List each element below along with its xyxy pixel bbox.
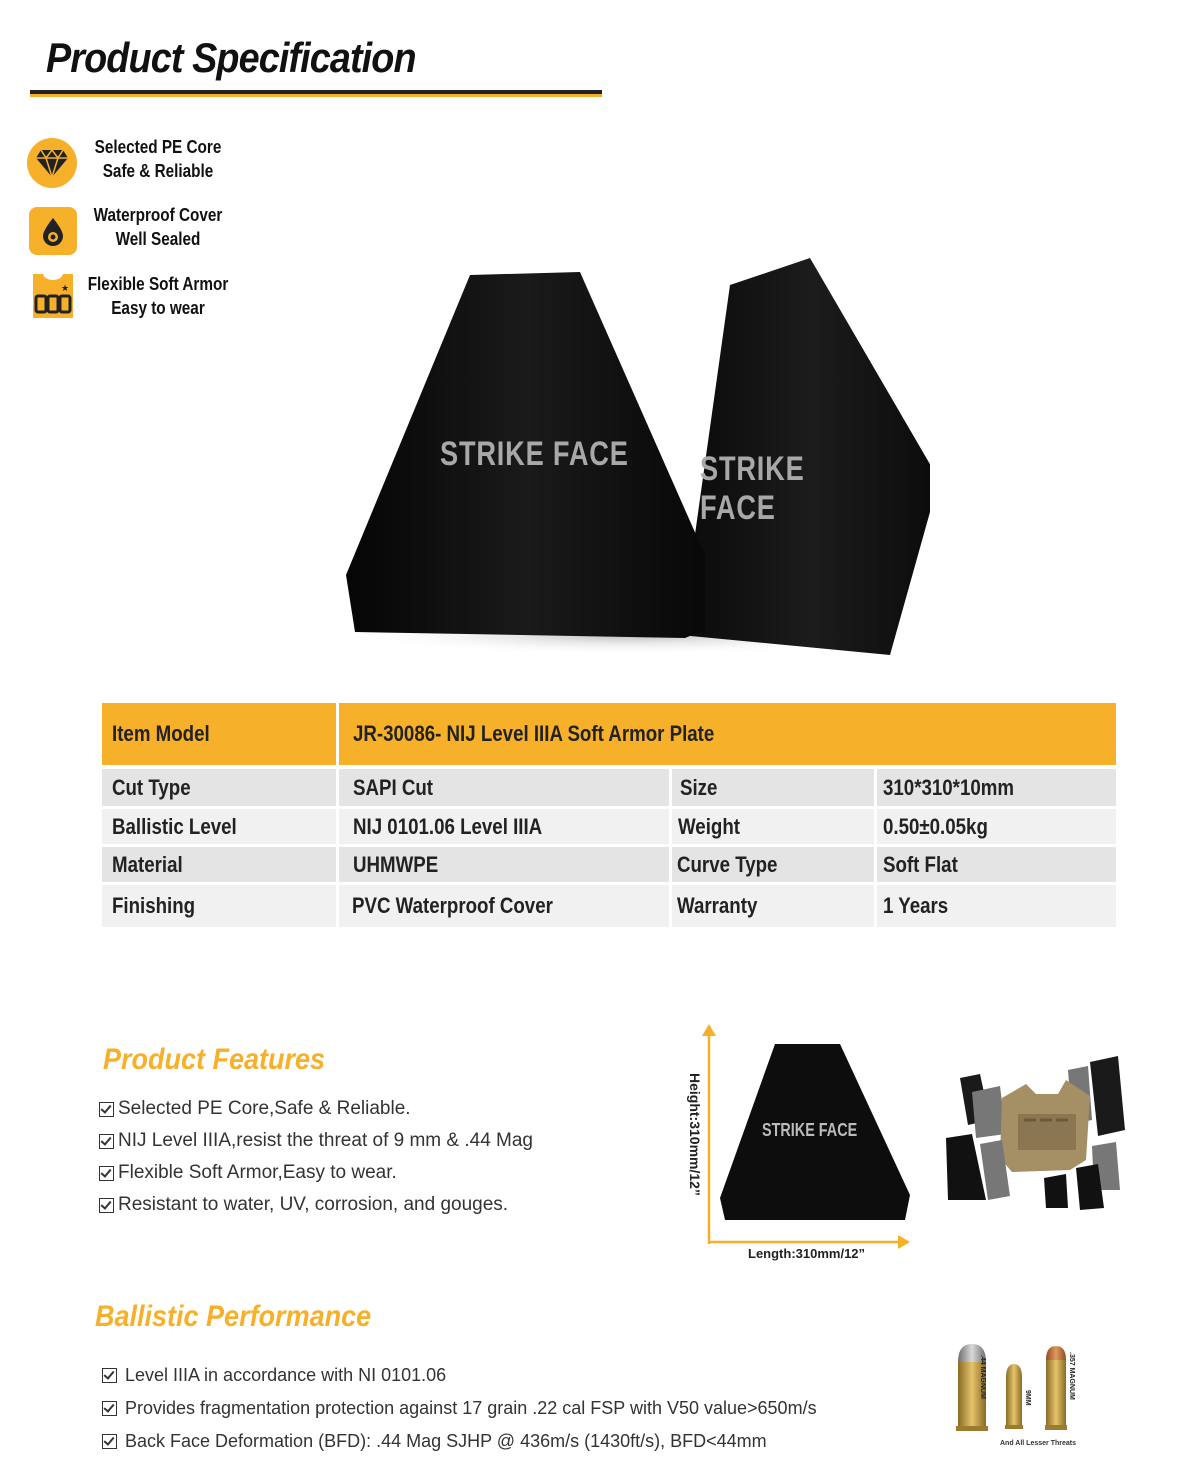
performance-list [102,1359,817,1458]
list-item: NIJ Level IIIA,resist the threat of 9 mm & .44 Mag [99,1125,533,1157]
diagram-plate-label: STRIKE FACE [762,1120,858,1140]
features-list [99,1093,533,1221]
list-item: Selected PE Core,Safe & Reliable. [99,1093,533,1125]
table-cell: Curve Type [672,847,877,882]
ammo-label-357: .357 MAGNUM [1068,1352,1075,1400]
table-cell: Ballistic Level [102,809,339,844]
list-item: Resistant to water, UV, corrosion, and gouges. [99,1189,533,1221]
svg-text:★: ★ [61,284,70,294]
table-cell: Material [102,847,339,882]
product-image [330,250,930,670]
table-cell: 0.50±0.05kg [877,809,1116,844]
table-cell: UHMWPE [339,847,672,882]
highlight-line1: Waterproof Cover [93,205,223,225]
table-cell: 310*310*10mm [877,769,1116,806]
checkbox-icon [99,1134,114,1149]
table-cell: 1 Years [877,885,1116,927]
table-row [102,769,1116,806]
checkbox-icon [99,1102,114,1117]
list-item: Back Face Deformation (BFD): .44 Mag SJHP @ 436m/s (1430ft/s), BFD<44mm [102,1425,817,1458]
table-row [102,882,1116,927]
table-header-row [102,703,1116,769]
title-underline-accent [30,94,602,97]
list-item: Level IIIA in accordance with NI 0101.06 [102,1359,817,1392]
item-model-value: JR-30086- NIJ Level IIIA Soft Armor Plate [339,703,1116,769]
list-item: Provides fragmentation protection against 17 grain .22 cal FSP with V50 value>650m/s [102,1392,817,1425]
item-model-label: Item Model [102,703,339,769]
features-title: Product Features [103,1043,326,1076]
highlight-pe-core [86,135,231,183]
table-cell: NIJ 0101.06 Level IIIA [339,809,672,844]
highlight-line2: Easy to wear [111,298,205,318]
highlight-soft-armor [86,272,231,320]
page-title: Product Specification [46,34,416,81]
table-row [102,806,1116,844]
table-cell: Weight [672,809,877,844]
ammo-caption: And All Lesser Threats [1000,1440,1076,1447]
performance-title: Ballistic Performance [95,1300,372,1333]
spec-table [102,703,1116,927]
table-cell: Warranty [672,885,877,927]
highlight-line1: Selected PE Core [94,137,222,157]
water-drop-icon [29,207,77,255]
diamond-icon [27,138,77,188]
list-item: Flexible Soft Armor,Easy to wear. [99,1157,533,1189]
table-cell: PVC Waterproof Cover [339,885,672,927]
table-row [102,844,1116,882]
checkbox-icon [99,1166,114,1181]
checkbox-icon [102,1401,117,1416]
plate-label-right: STRIKE FACE [700,450,805,527]
ammo-image [950,1340,1090,1455]
carrier-vest-image [940,1050,1150,1210]
vest-icon [29,270,77,325]
checkbox-icon [102,1434,117,1449]
table-cell: SAPI Cut [339,769,672,806]
table-cell: Cut Type [102,769,339,806]
length-label: Length:310mm/12” [748,1246,866,1261]
table-cell: Size [672,769,877,806]
checkbox-icon [102,1368,117,1383]
checkbox-icon [99,1198,114,1213]
plate-label-left: STRIKE FACE [440,435,629,473]
table-cell: Finishing [102,885,339,927]
highlight-waterproof [86,203,231,251]
ammo-label-9mm: 9MM [1024,1390,1031,1406]
ammo-label-44: .44 MAGNUM [979,1355,986,1399]
highlight-line2: Safe & Reliable [102,161,214,181]
table-cell: Soft Flat [877,847,1116,882]
highlight-line1: Flexible Soft Armor [87,274,229,294]
highlight-line2: Well Sealed [115,229,201,249]
height-label: Height:310mm/12” [687,1073,703,1196]
dimension-diagram [680,1020,920,1270]
